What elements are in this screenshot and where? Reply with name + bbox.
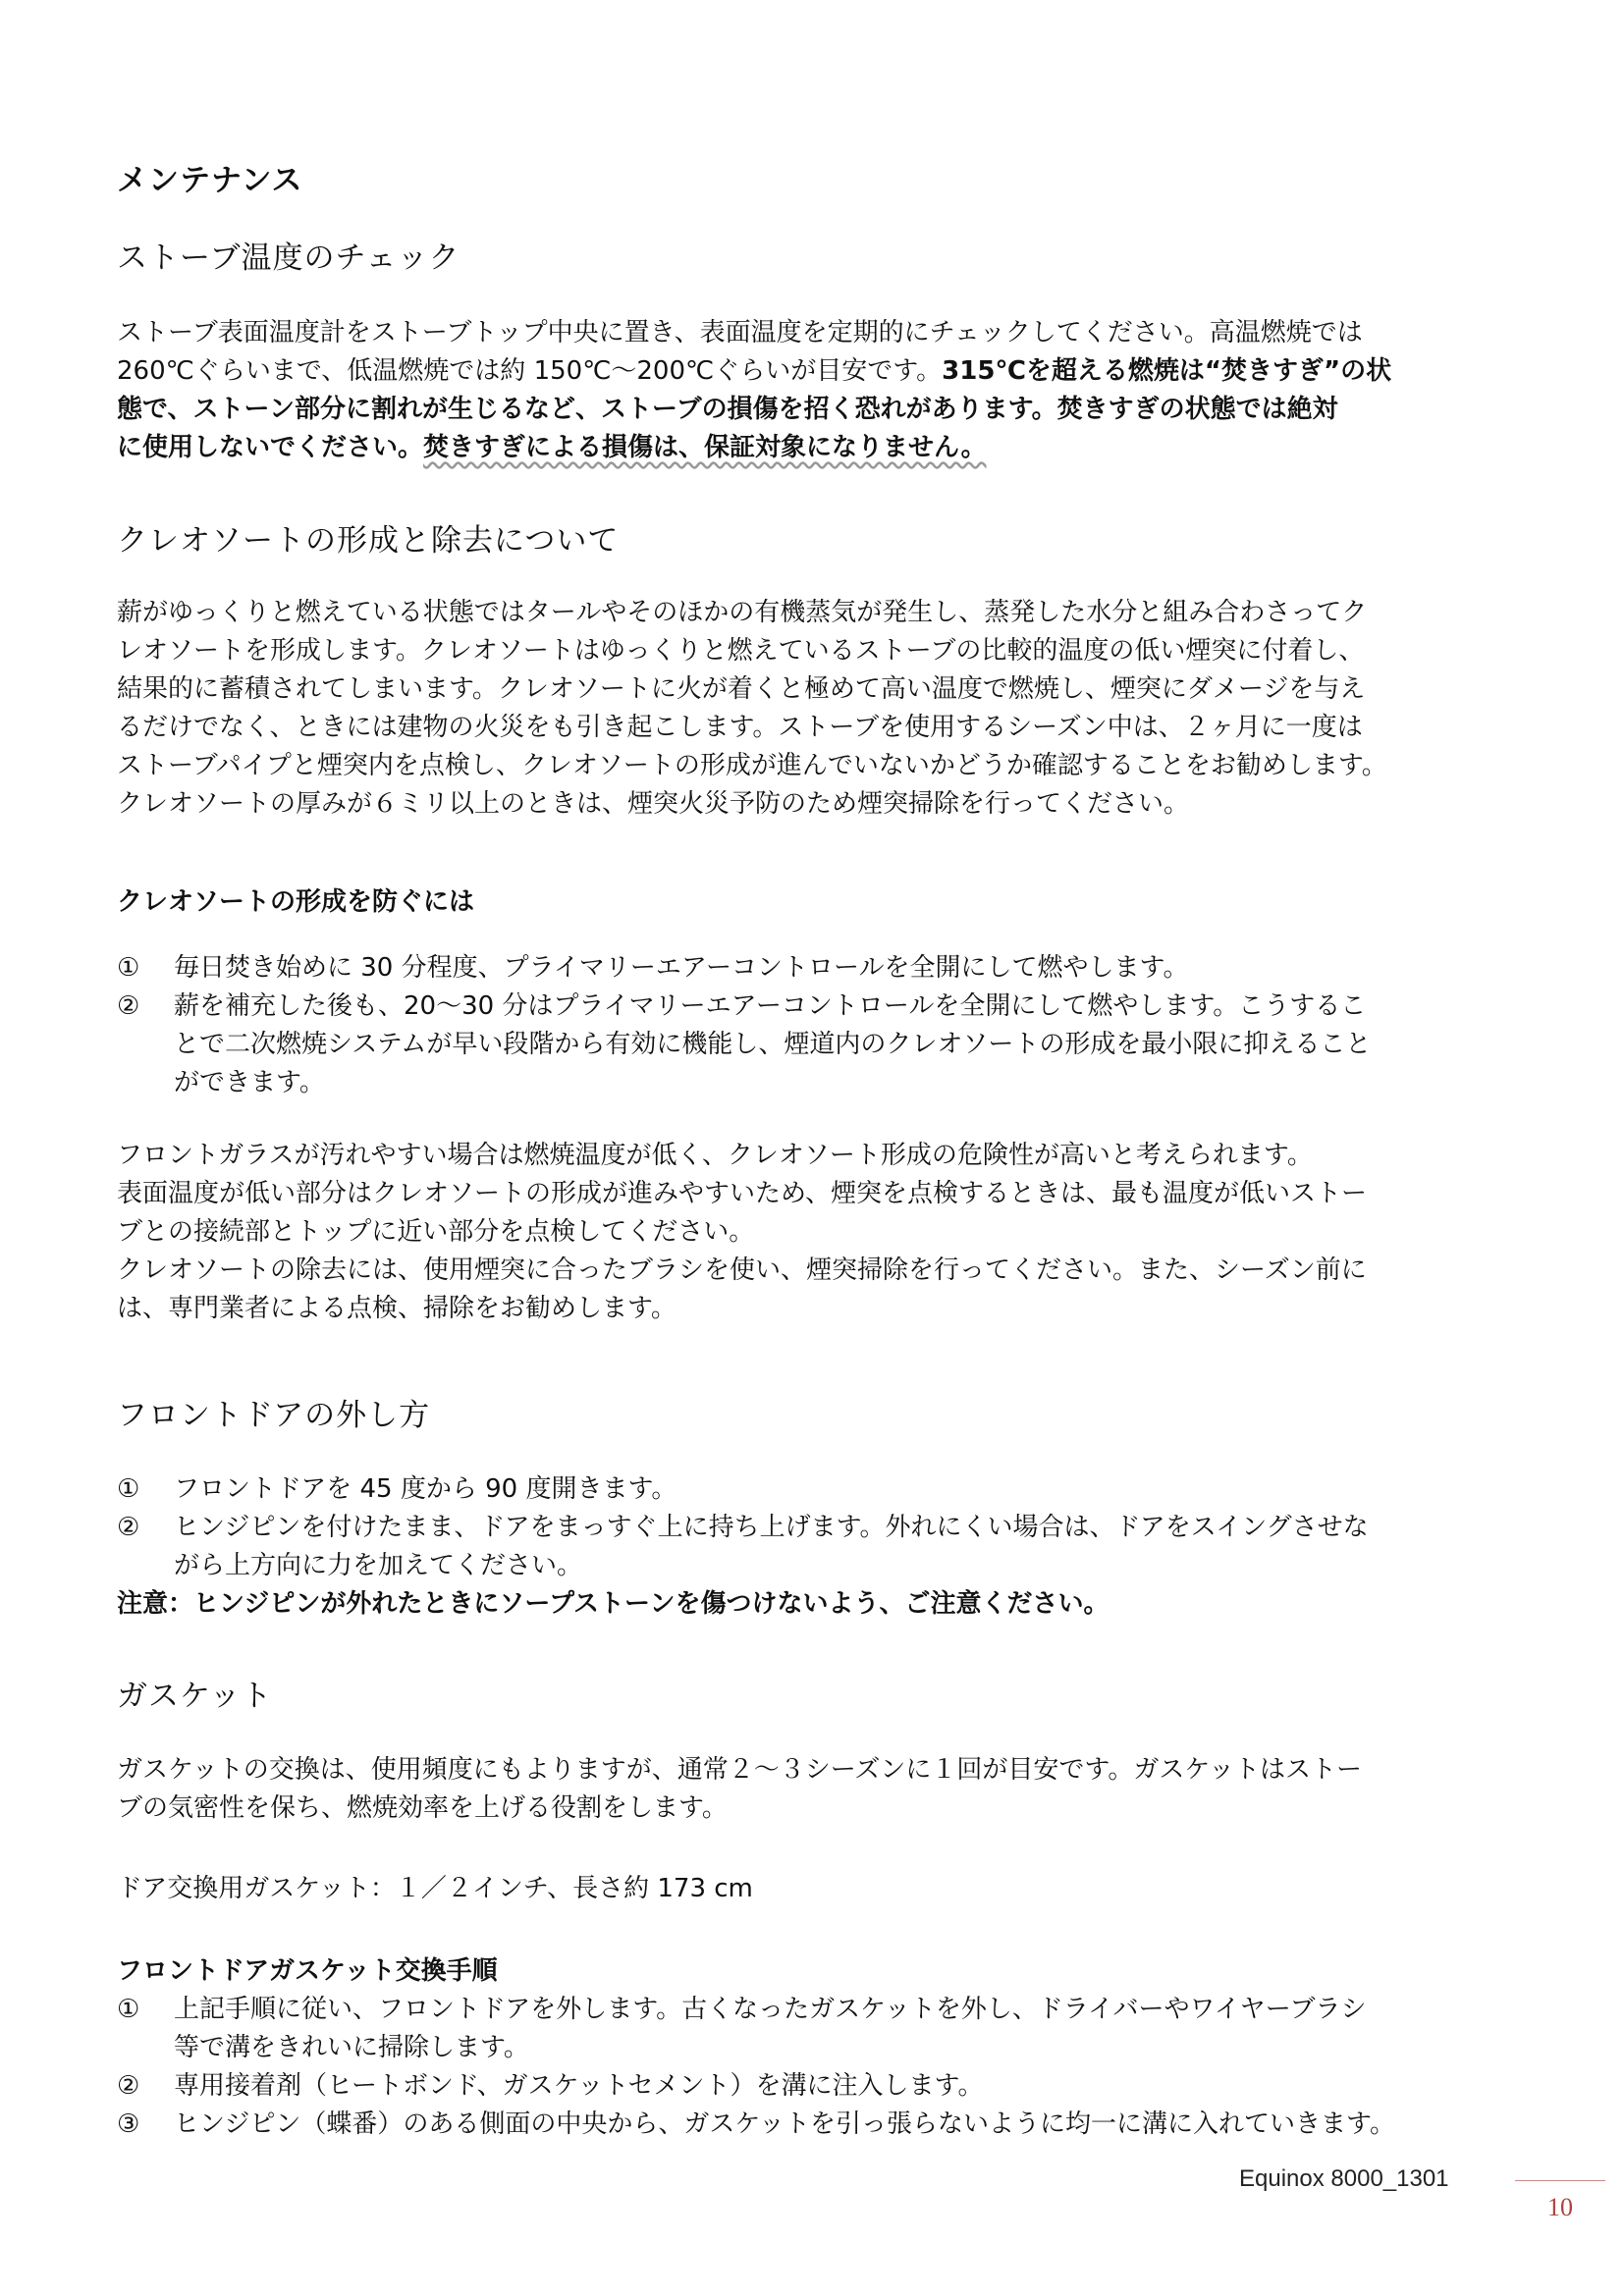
list-item: ① 上記手順に従い、フロントドアを外します。古くなったガスケットを外し、ドライバーやワイヤーブラシ 等で溝をきれいに掃除します。 <box>117 1991 1521 2067</box>
item-number: ③ <box>117 2109 140 2139</box>
item-number: ① <box>117 953 140 983</box>
stove-temperature-heading: ストーブ温度のチェック <box>117 240 460 276</box>
paragraph-line: ストーブ表面温度計をストーブトップ中央に置き、表面温度を定期的にチェックしてください。高温燃焼では <box>117 318 1363 347</box>
warranty-warning: 焚きすぎによる損傷は、保証対象になりません。 <box>423 433 987 462</box>
gasket-procedure-list <box>117 1991 1521 2144</box>
item-number: ① <box>117 1474 140 1504</box>
list-item: ① フロントドアを 45 度から 90 度開きます。 <box>117 1470 1521 1509</box>
creosote-notes-paragraph <box>117 1137 1521 1328</box>
paragraph-line: は、専門業者による点検、掃除をお勧めします。 <box>117 1294 677 1323</box>
maintenance-heading: メンテナンス <box>117 163 303 198</box>
paragraph-line: クレオソートの除去には、使用煙突に合ったブラシを使い、煙突掃除を行ってください。また、シーズン前に <box>117 1255 1367 1285</box>
paragraph-line: 結果的に蓄積されてしまいます。クレオソートに火が着くと極めて高い温度で燃焼し、煙突にダメージを与え <box>117 674 1366 704</box>
list-item: ② 薪を補充した後も、20～30 分はプライマリーエアーコントロールを全開にして燃やします。こうするこ とで二次燃焼システムが早い段階から有効に機能し、煙道内のクレオソートの形成を最小限に抑えること ができます。 <box>117 988 1521 1102</box>
paragraph-line: に使用しないでください。焚きすぎによる損傷は、保証対象になりません。 <box>117 433 987 462</box>
item-number: ② <box>117 991 140 1021</box>
paragraph-line: 薪がゆっくりと燃えている状態ではタールやそのほかの有機蒸気が発生し、蒸発した水分と組み合わさってク <box>117 598 1368 627</box>
creosote-prevention-heading: クレオソートの形成を防ぐには <box>117 887 475 917</box>
list-item: ③ ヒンジピン（蝶番）のある側面の中央から、ガスケットを引っ張らないように均一に溝に入れていきます。 <box>117 2106 1521 2144</box>
paragraph-line: 表面温度が低い部分はクレオソートの形成が進みやすいため、煙突を点検するときは、最も温度が低いストー <box>117 1179 1367 1208</box>
gasket-paragraph <box>117 1751 1521 1828</box>
item-number: ② <box>117 1513 140 1542</box>
list-item: ② 専用接着剤（ヒートボンド、ガスケットセメント）を溝に注入します。 <box>117 2067 1521 2106</box>
paragraph-line: ストーブパイプと煙突内を点検し、クレオソートの形成が進んでいないかどうか確認することをお勧めします。 <box>117 751 1387 780</box>
paragraph-line: ガスケットの交換は、使用頻度にもよりますが、通常２～３シーズンに１回が目安です。ガスケットはストー <box>117 1755 1363 1785</box>
paragraph-line: 260℃ぐらいまで、低温燃焼では約 150℃～200℃ぐらいが目安です。315℃を超える燃焼は“焚きすぎ”の状 <box>117 356 1392 386</box>
paragraph-line: クレオソートの厚みが６ミリ以上のときは、煙突火災予防のため煙突掃除を行ってください。 <box>117 789 1190 819</box>
caution-note: 注意：ヒンジピンが外れたときにソープストーンを傷つけないよう、ご注意ください。 <box>117 1589 1110 1619</box>
footer-model: Equinox 8000_1301 <box>1239 2165 1449 2192</box>
item-number: ① <box>117 1995 140 2024</box>
gasket-heading: ガスケット <box>117 1679 273 1714</box>
paragraph-line: ブの気密性を保ち、燃焼効率を上げる役割をします。 <box>117 1793 728 1823</box>
creosote-prevention-list <box>117 949 1521 1102</box>
gasket-spec: ドア交換用ガスケット：１／２インチ、長さ約 173 cm <box>117 1874 753 1903</box>
stove-temperature-paragraph <box>117 314 1521 467</box>
page-number: 10 <box>1547 2193 1573 2221</box>
item-number: ② <box>117 2071 140 2101</box>
paragraph-line: 態で、ストーン部分に割れが生じるなど、ストーブの損傷を招く恐れがあります。焚きすぎの状態では絶対 <box>117 395 1338 424</box>
list-item: ① 毎日焚き始めに 30 分程度、プライマリーエアーコントロールを全開にして燃やします。 <box>117 949 1521 988</box>
front-door-removal-list <box>117 1470 1521 1624</box>
footer-divider <box>1515 2180 1605 2181</box>
gasket-procedure-heading: フロントドアガスケット交換手順 <box>117 1956 498 1986</box>
front-door-removal-heading: フロントドアの外し方 <box>117 1398 431 1433</box>
creosote-heading: クレオソートの形成と除去について <box>117 523 620 559</box>
list-item: ② ヒンジピンを付けたまま、ドアをまっすぐ上に持ち上げます。外れにくい場合は、ドアをスイングさせな がら上方向に力を加えてください。 <box>117 1509 1521 1585</box>
paragraph-line: レオソートを形成します。クレオソートはゆっくりと燃えているストーブの比較的温度の低い煙突に付着し、 <box>117 636 1365 666</box>
paragraph-line: ブとの接続部とトップに近い部分を点検してください。 <box>117 1217 755 1247</box>
paragraph-line: るだけでなく、ときには建物の火災をも引き起こします。ストーブを使用するシーズン中は、２ヶ月に一度は <box>117 713 1363 742</box>
creosote-paragraph <box>117 594 1521 824</box>
paragraph-line: フロントガラスが汚れやすい場合は燃焼温度が低く、クレオソート形成の危険性が高いと考えられます。 <box>117 1141 1313 1170</box>
